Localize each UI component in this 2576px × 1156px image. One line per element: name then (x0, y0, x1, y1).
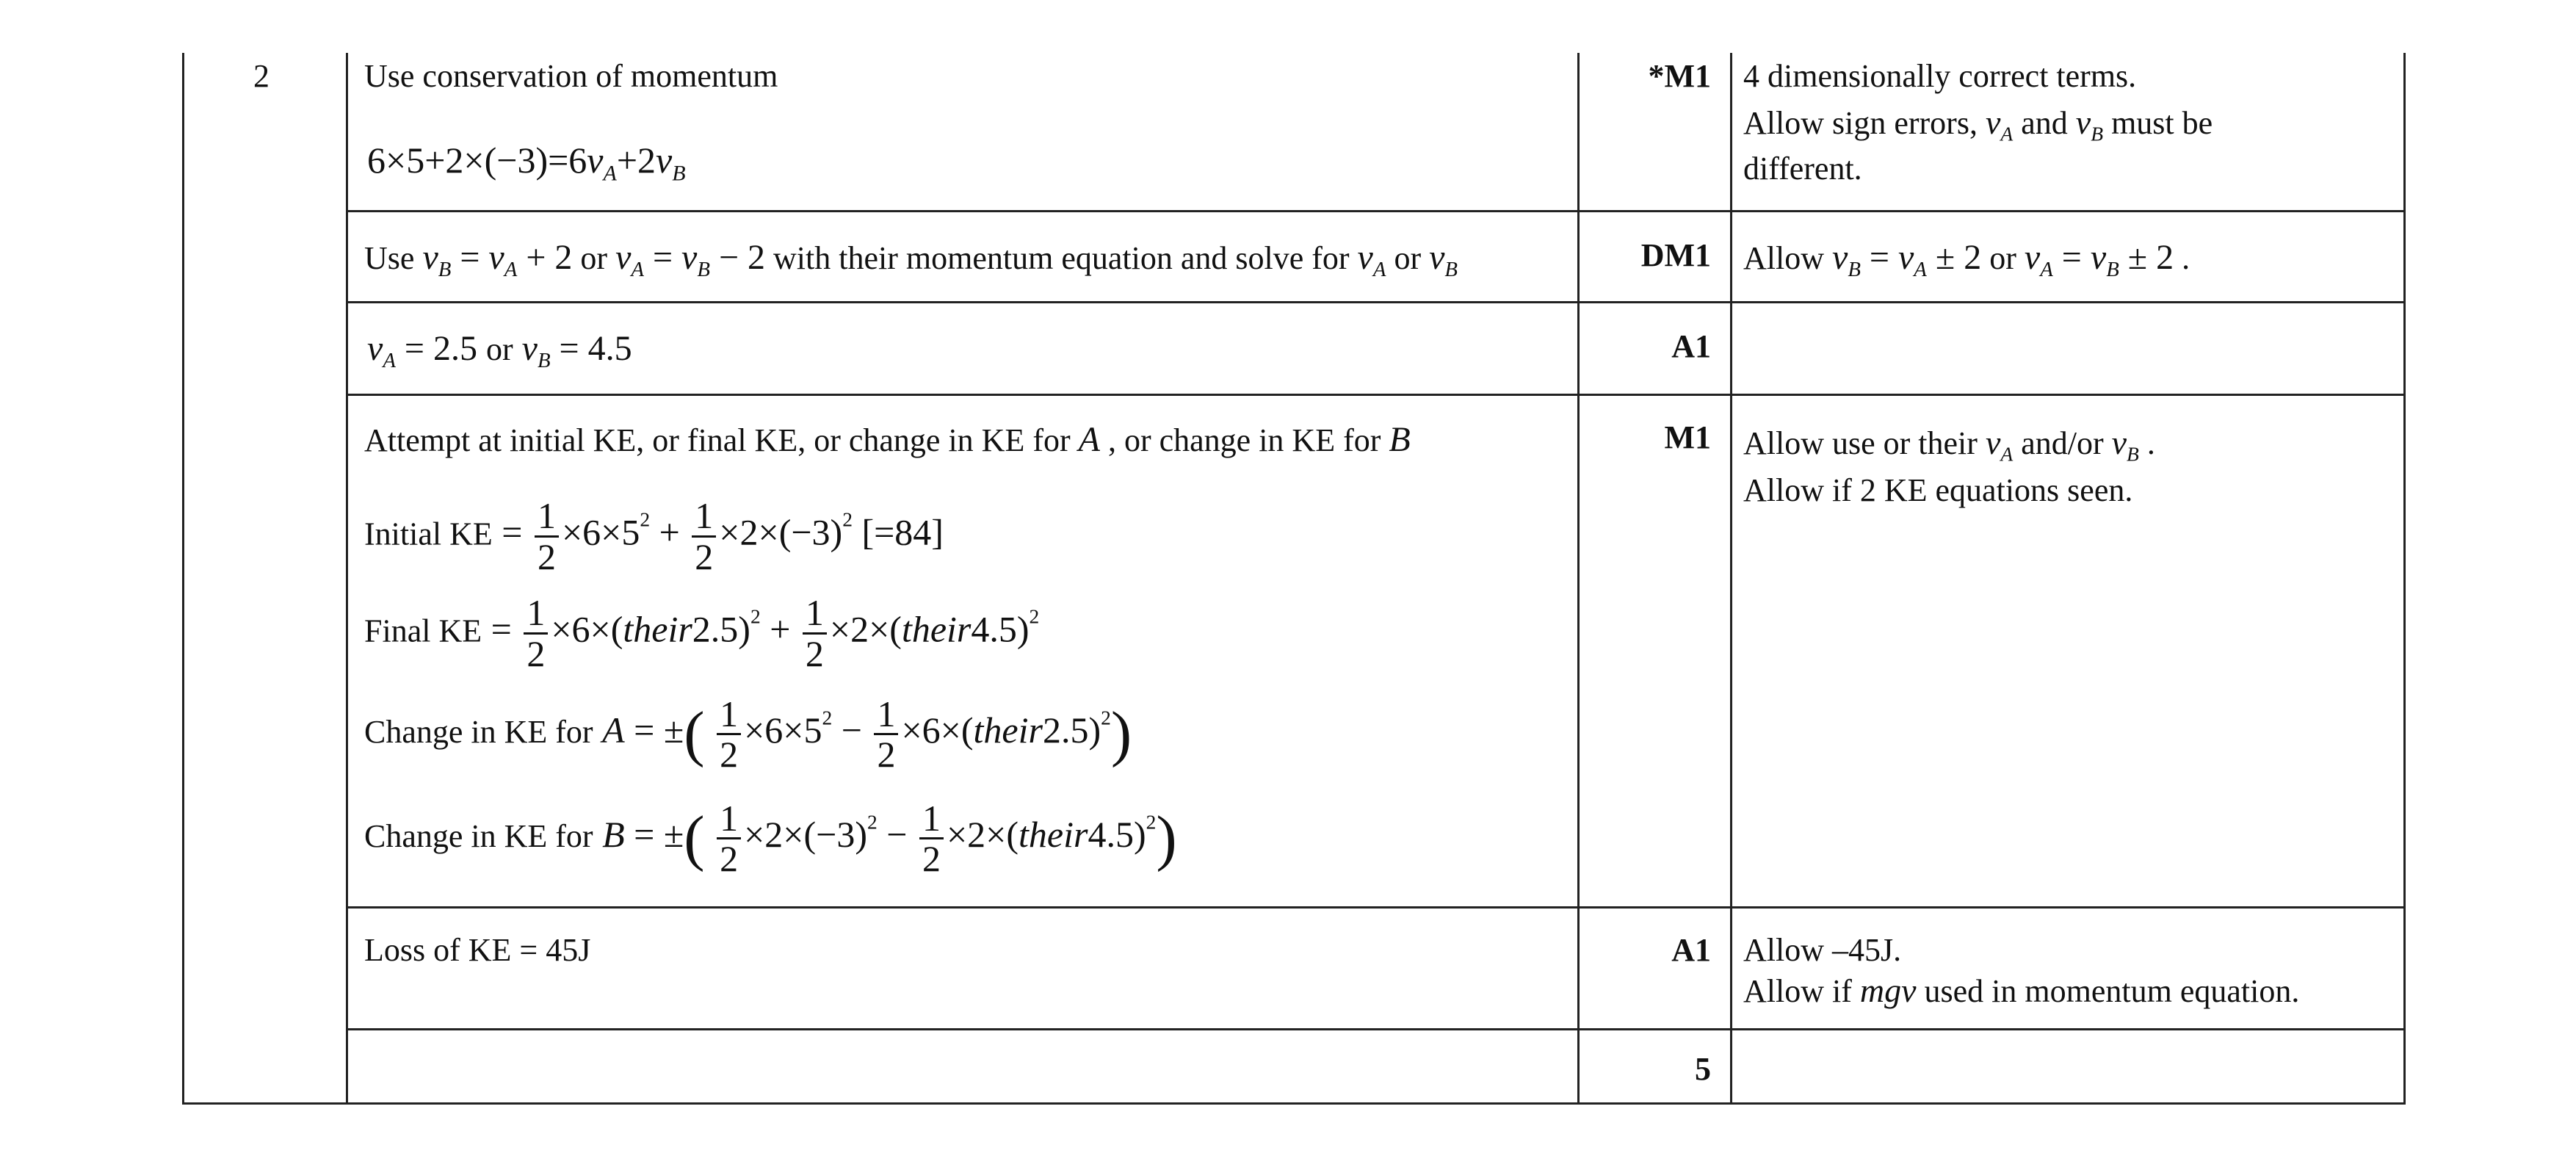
plus-2: +2 (616, 140, 656, 181)
guidance-row-5-line-2: Allow if mgv used in momentum equation. (1743, 972, 2300, 1009)
row-divider (346, 301, 2406, 303)
mark-row-5: A1 (1671, 932, 1711, 968)
answer-row-2: Use $v_B = v_A + 2$ or $v_A = v_B - 2$ with their momentum equation and solve for $v_A$ or $v_B$ (364, 238, 1458, 282)
answer-row-4-initial-ke: Initial KE = $\frac{1}{2}$ $\times 6\times 5^2$ + $\frac{1}{2}$ $\times 2\times(-3)^2$ [=84] (364, 495, 944, 577)
table-border-left (182, 53, 184, 1105)
guidance-row-1-line-1: 4 dimensionally correct terms. (1743, 58, 2137, 94)
mark-row-3: A1 (1671, 328, 1711, 364)
var-v: v (656, 140, 673, 181)
var-v: v (587, 140, 604, 181)
answer-row-4-change-ke-b: Change in KE for B = ±( $\frac{1}{2}$ $\times 2\times(-3)^2$ − $\frac{1}{2}$ ×2×(their4.5)$^2$) (364, 797, 1177, 880)
mark-row-1: *M1 (1648, 58, 1711, 94)
answer-row-3: $v_A = 2.5$ or $v_B = 4.5$ (367, 329, 632, 373)
guidance-row-2: Allow $v_B = v_A \pm 2$ or $v_A = v_B \pm 2$ . (1743, 238, 2190, 282)
row-divider (346, 394, 2406, 396)
row-divider (346, 1028, 2406, 1030)
question-number: 2 (253, 58, 269, 94)
answer-row-5: Loss of KE = 45J (364, 932, 591, 968)
answer-row-1-line-1: Use conservation of momentum (364, 58, 778, 94)
total-marks: 5 (1695, 1051, 1711, 1087)
answer-row-4-line-1: Attempt at initial KE, or final KE, or change in KE for A , or change in KE for B (364, 420, 1411, 459)
guidance-row-1-line-3: different. (1743, 151, 1862, 187)
row-divider (346, 210, 2406, 212)
answer-row-4-final-ke: Final KE = $\frac{1}{2}$ ×6×(their2.5)$^2$ + $\frac{1}{2}$ ×2×(their4.5)$^2$ (364, 592, 1040, 674)
mark-row-2: DM1 (1640, 237, 1711, 273)
guidance-row-4-line-2: Allow if 2 KE equations seen. (1743, 472, 2133, 508)
subscript-a: A (603, 161, 617, 186)
momentum-equation-lhs: 6×5+2×(−3)=6 (367, 140, 587, 181)
guidance-row-5-line-1: Allow –45J. (1743, 932, 1902, 968)
table-border-bottom (182, 1102, 2406, 1105)
mark-row-4: M1 (1664, 419, 1711, 455)
guidance-row-4-line-1: Allow use or their $v_A$ and/or $v_B$ . (1743, 424, 2155, 466)
answer-row-1-equation (367, 134, 686, 189)
row-divider (346, 906, 2406, 908)
subscript-b: B (672, 161, 686, 186)
answer-row-4-change-ke-a: Change in KE for A = ±( $\frac{1}{2}$ $\times 6\times 5^2$ − $\frac{1}{2}$ ×6×(their2.5)$^2$) (364, 693, 1132, 776)
guidance-row-1-line-2: Allow sign errors, $v_A$ and $v_B$ must be (1743, 104, 2213, 145)
